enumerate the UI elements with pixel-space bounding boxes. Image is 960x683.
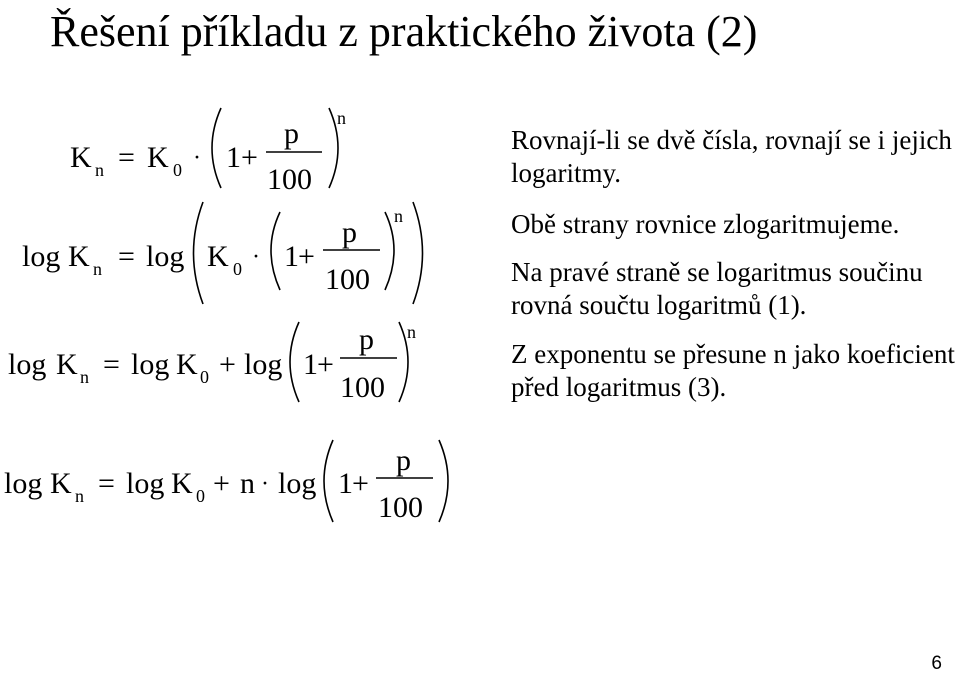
numerator-p: p: [342, 216, 357, 249]
right-paren: [439, 440, 448, 522]
note-4: Z exponentu se přesune n jako koeficient před logaritmus (3).: [511, 339, 955, 402]
symbol-k: K: [176, 348, 198, 381]
symbol-k: K: [147, 141, 169, 174]
log-label: log: [22, 240, 61, 273]
equation-2: [22, 202, 423, 304]
log-label: log: [126, 467, 165, 500]
symbol-k: K: [50, 467, 72, 500]
log-label: log: [131, 348, 170, 381]
subscript-n: n: [75, 486, 84, 506]
plus-sign: +: [213, 467, 230, 500]
subscript-zero: 0: [196, 486, 205, 506]
multiply-dot: ·: [261, 471, 269, 497]
slide-title: Řešení příkladu z praktického života (2): [50, 7, 758, 56]
left-paren-outer: [194, 202, 204, 304]
subscript-n: n: [93, 259, 102, 279]
right-paren-outer: [413, 202, 423, 304]
log-label: log: [244, 348, 283, 381]
symbol-k: K: [56, 348, 78, 381]
equation-4: [4, 440, 448, 524]
denominator-100: 100: [340, 371, 385, 404]
subscript-zero: 0: [233, 259, 242, 279]
log-label: log: [146, 240, 185, 273]
log-label: log: [8, 348, 47, 381]
plus-sign: +: [352, 467, 369, 500]
right-paren-inner: [385, 212, 394, 290]
symbol-k: K: [70, 141, 92, 174]
exponent-n: n: [394, 206, 403, 226]
number-one: 1: [284, 240, 299, 273]
denominator-100: 100: [325, 263, 370, 296]
log-label: log: [4, 467, 43, 500]
note-1: Rovnají-li se dvě čísla, rovnají se i jejich logaritmy.: [511, 125, 952, 188]
plus-sign: +: [241, 141, 258, 174]
symbol-k: K: [68, 240, 90, 273]
multiply-dot: ·: [193, 145, 201, 171]
number-one: 1: [338, 467, 353, 500]
numerator-p: p: [284, 117, 299, 150]
subscript-zero: 0: [173, 160, 182, 180]
number-one: 1: [226, 141, 241, 174]
equation-1: [70, 108, 346, 196]
denominator-100: 100: [378, 491, 423, 524]
equals-sign: =: [103, 348, 120, 381]
explanation-notes: [511, 124, 956, 422]
numerator-p: p: [396, 444, 411, 477]
equals-sign: =: [118, 141, 135, 174]
left-paren: [324, 440, 333, 522]
note-3: Na pravé straně se logaritmus součinu rovná součtu logaritmů (1).: [511, 257, 923, 320]
multiply-dot: ·: [252, 244, 260, 270]
symbol-k: K: [207, 240, 229, 273]
log-label: log: [278, 467, 317, 500]
plus-sign: +: [219, 348, 236, 381]
subscript-n: n: [80, 367, 89, 387]
left-paren: [290, 322, 299, 402]
subscript-zero: 0: [200, 367, 209, 387]
equals-sign: =: [118, 240, 135, 273]
number-one: 1: [303, 348, 318, 381]
coefficient-n: n: [240, 467, 255, 500]
left-paren-inner: [271, 212, 280, 290]
denominator-100: 100: [267, 163, 312, 196]
left-paren: [212, 108, 221, 188]
plus-sign: +: [298, 240, 315, 273]
numerator-p: p: [359, 323, 374, 356]
exponent-n: n: [337, 108, 346, 128]
subscript-n: n: [95, 160, 104, 180]
exponent-n: n: [407, 322, 416, 342]
equals-sign: =: [98, 467, 115, 500]
note-2: Obě strany rovnice zlogaritmujeme.: [511, 209, 900, 239]
equation-3: [8, 322, 416, 404]
page-number: 6: [931, 653, 942, 674]
plus-sign: +: [317, 348, 334, 381]
symbol-k: K: [171, 467, 193, 500]
